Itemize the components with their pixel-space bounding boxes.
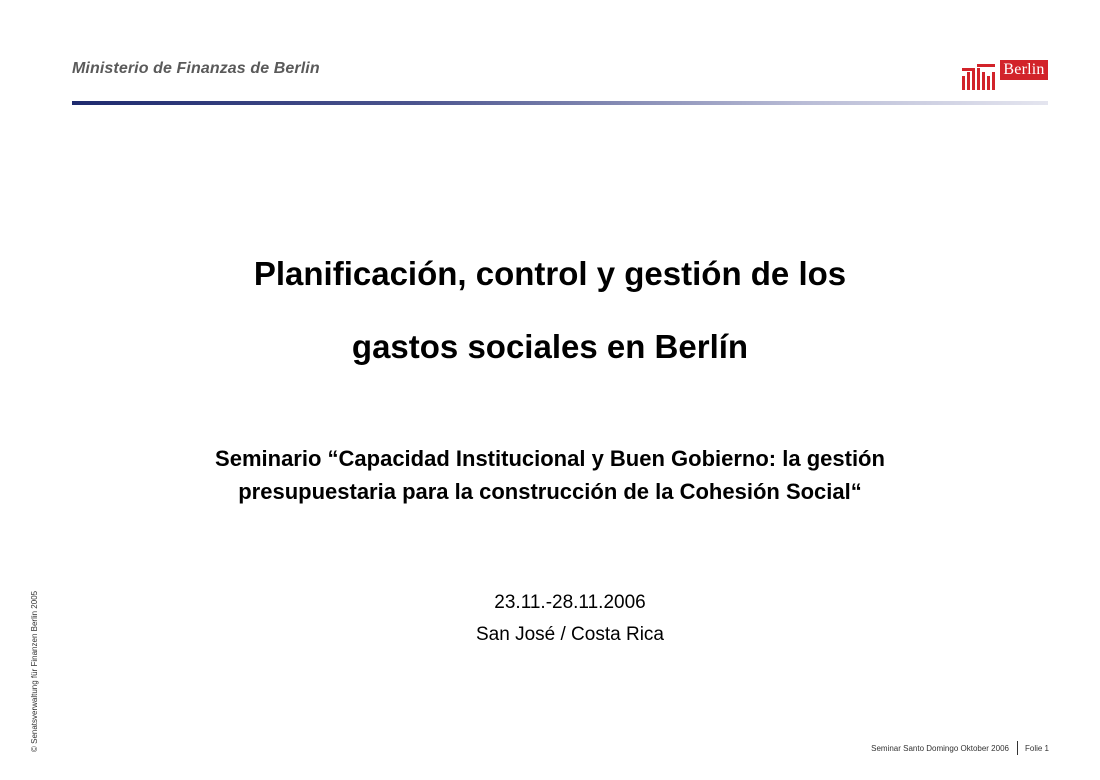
footer-separator xyxy=(1017,741,1018,755)
copyright-notice: © Senatsverwaltung für Finanzen Berlin 2005 xyxy=(30,590,39,752)
berlin-logo-wordmark: Berlin xyxy=(1000,60,1048,80)
subtitle-line-2: presupuestaria para la construcción de la Cohesión Social“ xyxy=(238,479,862,504)
event-date: 23.11.-28.11.2006 xyxy=(494,592,646,613)
ministry-name: Ministerio de Finanzas de Berlin xyxy=(72,60,320,77)
header-divider xyxy=(72,101,1048,105)
subtitle-line-1: Seminario “Capacidad Institucional y Buen Gobierno: la gestión xyxy=(215,446,885,471)
slide-title-line-1: Planificación, control y gestión de los xyxy=(253,255,847,292)
slide-footer xyxy=(871,741,1049,755)
footer-slide-number: Folie 1 xyxy=(1024,744,1049,753)
slide-title-line-2: gastos sociales en Berlín xyxy=(351,328,749,365)
slide-subtitle xyxy=(60,442,1040,508)
footer-event: Seminar Santo Domingo Oktober 2006 xyxy=(871,744,1009,753)
event-place: San José / Costa Rica xyxy=(476,624,664,645)
